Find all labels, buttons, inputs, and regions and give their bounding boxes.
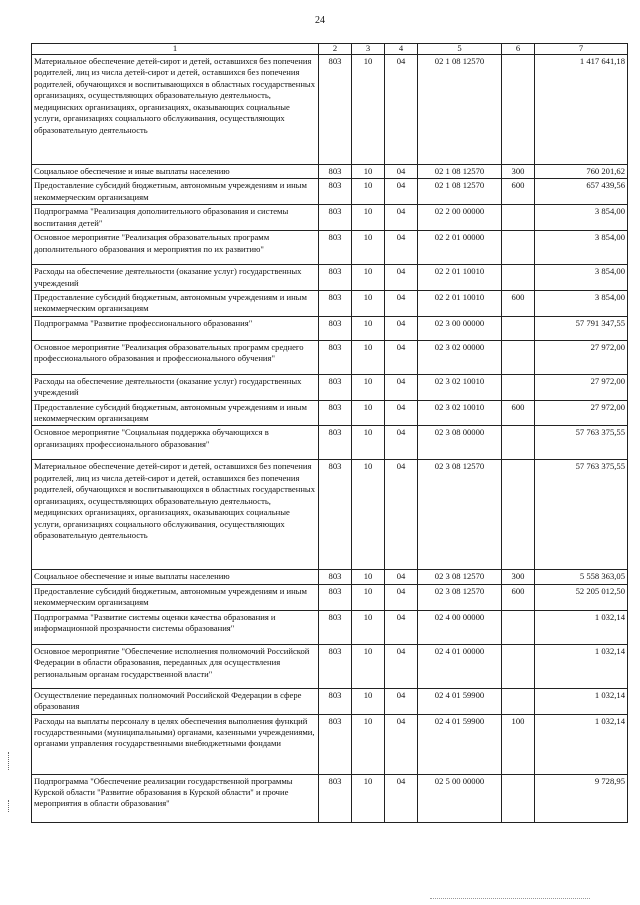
row-amount: 57 791 347,55 bbox=[535, 316, 628, 340]
row-ministry: 803 bbox=[319, 179, 352, 205]
row-expense-type: 600 bbox=[502, 584, 535, 610]
row-expense-type: 600 bbox=[502, 400, 535, 426]
row-ministry: 803 bbox=[319, 316, 352, 340]
table-row bbox=[32, 714, 628, 774]
row-name: Материальное обеспечение детей-сирот и детей, оставшихся без попечения родителей, лиц из числа детей-сирот и детей, оставшихся без попечения родителей, обучающихся и воспитывающихся в областных государственных организациях, осуществляющих образовательную деятельность, медицинских организациях, организациях, оказывающих социальные услуги, организациях социального обслуживания, осуществляющих образовательную деятельность bbox=[32, 460, 319, 570]
row-target-article: 02 2 01 10010 bbox=[418, 290, 502, 316]
row-name: Предоставление субсидий бюджетным, автономным учреждениям и иным некоммерческим организациям bbox=[32, 179, 319, 205]
row-ministry: 803 bbox=[319, 688, 352, 714]
row-section: 10 bbox=[352, 460, 385, 570]
row-subsection: 04 bbox=[385, 374, 418, 400]
row-name: Основное мероприятие "Реализация образовательных программ среднего профессионального образования и профессионального обучения" bbox=[32, 340, 319, 374]
row-amount: 57 763 375,55 bbox=[535, 426, 628, 460]
row-expense-type bbox=[502, 460, 535, 570]
row-amount: 3 854,00 bbox=[535, 290, 628, 316]
row-amount: 3 854,00 bbox=[535, 231, 628, 265]
row-target-article: 02 1 08 12570 bbox=[418, 165, 502, 179]
row-target-article: 02 4 01 59900 bbox=[418, 688, 502, 714]
row-ministry: 803 bbox=[319, 374, 352, 400]
row-name: Подпрограмма "Реализация дополнительного образования и системы воспитания детей" bbox=[32, 205, 319, 231]
row-section: 10 bbox=[352, 165, 385, 179]
row-target-article: 02 3 08 12570 bbox=[418, 460, 502, 570]
row-subsection: 04 bbox=[385, 460, 418, 570]
row-expense-type bbox=[502, 265, 535, 291]
row-amount: 27 972,00 bbox=[535, 340, 628, 374]
row-subsection: 04 bbox=[385, 316, 418, 340]
row-name: Подпрограмма "Обеспечение реализации государственной программы Курской области "Развитие образования в Курской области" и прочие мероприятия в области образования" bbox=[32, 774, 319, 822]
page-number: 24 bbox=[315, 15, 325, 26]
column-header: 2 bbox=[319, 44, 352, 55]
column-header: 1 bbox=[32, 44, 319, 55]
row-target-article: 02 1 08 12570 bbox=[418, 179, 502, 205]
row-target-article: 02 4 00 00000 bbox=[418, 610, 502, 644]
row-ministry: 803 bbox=[319, 714, 352, 774]
table-header bbox=[32, 44, 628, 55]
row-target-article: 02 2 01 10010 bbox=[418, 265, 502, 291]
row-ministry: 803 bbox=[319, 400, 352, 426]
table-row bbox=[32, 231, 628, 265]
row-expense-type bbox=[502, 316, 535, 340]
row-ministry: 803 bbox=[319, 231, 352, 265]
row-ministry: 803 bbox=[319, 265, 352, 291]
row-name: Социальное обеспечение и иные выплаты населению bbox=[32, 570, 319, 584]
row-amount: 1 032,14 bbox=[535, 688, 628, 714]
row-ministry: 803 bbox=[319, 340, 352, 374]
row-expense-type: 600 bbox=[502, 290, 535, 316]
row-name: Основное мероприятие "Социальная поддержка обучающихся в организациях профессионального образования" bbox=[32, 426, 319, 460]
row-amount: 57 763 375,55 bbox=[535, 460, 628, 570]
scan-margin-mark bbox=[8, 752, 11, 770]
row-amount: 1 032,14 bbox=[535, 644, 628, 688]
row-expense-type bbox=[502, 55, 535, 165]
row-name: Предоставление субсидий бюджетным, автономным учреждениям и иным некоммерческим организациям bbox=[32, 400, 319, 426]
row-section: 10 bbox=[352, 714, 385, 774]
table-row bbox=[32, 644, 628, 688]
table-row bbox=[32, 426, 628, 460]
scan-margin-mark bbox=[8, 800, 11, 812]
row-amount: 9 728,95 bbox=[535, 774, 628, 822]
row-target-article: 02 4 01 00000 bbox=[418, 644, 502, 688]
row-section: 10 bbox=[352, 316, 385, 340]
row-target-article: 02 5 00 00000 bbox=[418, 774, 502, 822]
row-subsection: 04 bbox=[385, 714, 418, 774]
row-ministry: 803 bbox=[319, 644, 352, 688]
row-subsection: 04 bbox=[385, 426, 418, 460]
row-expense-type bbox=[502, 610, 535, 644]
budget-table bbox=[31, 43, 628, 823]
row-name: Подпрограмма "Развитие системы оценки качества образования и информационной прозрачности системы образования" bbox=[32, 610, 319, 644]
row-section: 10 bbox=[352, 584, 385, 610]
scan-bottom-line bbox=[430, 898, 590, 899]
table-row bbox=[32, 340, 628, 374]
row-section: 10 bbox=[352, 290, 385, 316]
table-row bbox=[32, 400, 628, 426]
column-header: 3 bbox=[352, 44, 385, 55]
table-row bbox=[32, 460, 628, 570]
column-header: 6 bbox=[502, 44, 535, 55]
row-target-article: 02 3 08 12570 bbox=[418, 570, 502, 584]
row-ministry: 803 bbox=[319, 426, 352, 460]
table-row bbox=[32, 265, 628, 291]
table-row bbox=[32, 55, 628, 165]
row-expense-type: 300 bbox=[502, 570, 535, 584]
row-ministry: 803 bbox=[319, 610, 352, 644]
row-name: Основное мероприятие "Обеспечение исполнения полномочий Российской Федерации в области образования, переданных для осуществления региональным органам государственной власти" bbox=[32, 644, 319, 688]
row-section: 10 bbox=[352, 231, 385, 265]
row-subsection: 04 bbox=[385, 688, 418, 714]
table-row bbox=[32, 205, 628, 231]
row-name: Расходы на обеспечение деятельности (оказание услуг) государственных учреждений bbox=[32, 265, 319, 291]
row-target-article: 02 4 01 59900 bbox=[418, 714, 502, 774]
row-section: 10 bbox=[352, 644, 385, 688]
row-target-article: 02 3 02 10010 bbox=[418, 400, 502, 426]
row-section: 10 bbox=[352, 205, 385, 231]
row-name: Предоставление субсидий бюджетным, автономным учреждениям и иным некоммерческим организациям bbox=[32, 584, 319, 610]
row-target-article: 02 3 08 00000 bbox=[418, 426, 502, 460]
row-expense-type bbox=[502, 374, 535, 400]
row-ministry: 803 bbox=[319, 460, 352, 570]
row-amount: 1 417 641,18 bbox=[535, 55, 628, 165]
row-name: Материальное обеспечение детей-сирот и детей, оставшихся без попечения родителей, лиц из числа детей-сирот и детей, оставшихся без попечения родителей, обучающихся и воспитывающихся в областных государственных организациях, осуществляющих образовательную деятельность, медицинских организациях, организациях, оказывающих социальные услуги, организациях социального обслуживания, осуществляющих образовательную деятельность bbox=[32, 55, 319, 165]
row-subsection: 04 bbox=[385, 179, 418, 205]
row-name: Социальное обеспечение и иные выплаты населению bbox=[32, 165, 319, 179]
column-header: 7 bbox=[535, 44, 628, 55]
column-header: 4 bbox=[385, 44, 418, 55]
row-section: 10 bbox=[352, 774, 385, 822]
row-amount: 3 854,00 bbox=[535, 265, 628, 291]
row-ministry: 803 bbox=[319, 205, 352, 231]
table-row bbox=[32, 610, 628, 644]
table-body bbox=[32, 55, 628, 823]
table-row bbox=[32, 688, 628, 714]
table-row bbox=[32, 165, 628, 179]
row-subsection: 04 bbox=[385, 290, 418, 316]
row-name: Осуществление переданных полномочий Российской Федерации в сфере образования bbox=[32, 688, 319, 714]
row-expense-type bbox=[502, 426, 535, 460]
row-section: 10 bbox=[352, 570, 385, 584]
row-section: 10 bbox=[352, 179, 385, 205]
table-row bbox=[32, 774, 628, 822]
row-amount: 27 972,00 bbox=[535, 400, 628, 426]
row-name: Расходы на обеспечение деятельности (оказание услуг) государственных учреждений bbox=[32, 374, 319, 400]
row-subsection: 04 bbox=[385, 165, 418, 179]
row-subsection: 04 bbox=[385, 340, 418, 374]
row-subsection: 04 bbox=[385, 231, 418, 265]
row-name: Подпрограмма "Развитие профессионального образования" bbox=[32, 316, 319, 340]
row-expense-type bbox=[502, 205, 535, 231]
row-ministry: 803 bbox=[319, 290, 352, 316]
row-expense-type: 100 bbox=[502, 714, 535, 774]
row-section: 10 bbox=[352, 426, 385, 460]
row-expense-type bbox=[502, 231, 535, 265]
table-row bbox=[32, 179, 628, 205]
row-subsection: 04 bbox=[385, 55, 418, 165]
row-section: 10 bbox=[352, 265, 385, 291]
row-expense-type bbox=[502, 340, 535, 374]
row-target-article: 02 3 02 00000 bbox=[418, 340, 502, 374]
row-expense-type bbox=[502, 644, 535, 688]
row-ministry: 803 bbox=[319, 774, 352, 822]
row-ministry: 803 bbox=[319, 165, 352, 179]
row-amount: 5 558 363,05 bbox=[535, 570, 628, 584]
table-row bbox=[32, 570, 628, 584]
row-target-article: 02 3 00 00000 bbox=[418, 316, 502, 340]
row-name: Основное мероприятие "Реализация образовательных программ дополнительного образования и мероприятия по их развитию" bbox=[32, 231, 319, 265]
row-target-article: 02 1 08 12570 bbox=[418, 55, 502, 165]
row-target-article: 02 3 02 10010 bbox=[418, 374, 502, 400]
row-subsection: 04 bbox=[385, 205, 418, 231]
row-amount: 657 439,56 bbox=[535, 179, 628, 205]
row-name: Предоставление субсидий бюджетным, автономным учреждениям и иным некоммерческим организациям bbox=[32, 290, 319, 316]
row-amount: 760 201,62 bbox=[535, 165, 628, 179]
table-row bbox=[32, 290, 628, 316]
row-expense-type: 300 bbox=[502, 165, 535, 179]
row-subsection: 04 bbox=[385, 265, 418, 291]
row-target-article: 02 2 00 00000 bbox=[418, 205, 502, 231]
row-expense-type: 600 bbox=[502, 179, 535, 205]
row-section: 10 bbox=[352, 610, 385, 644]
row-target-article: 02 3 08 12570 bbox=[418, 584, 502, 610]
row-target-article: 02 2 01 00000 bbox=[418, 231, 502, 265]
row-section: 10 bbox=[352, 688, 385, 714]
row-ministry: 803 bbox=[319, 584, 352, 610]
row-section: 10 bbox=[352, 400, 385, 426]
row-ministry: 803 bbox=[319, 570, 352, 584]
row-name: Расходы на выплаты персоналу в целях обеспечения выполнения функций государственными (муниципальными) органами, казенными учреждениями, органами управления государственными внебюджетными фондами bbox=[32, 714, 319, 774]
row-amount: 3 854,00 bbox=[535, 205, 628, 231]
row-subsection: 04 bbox=[385, 570, 418, 584]
row-subsection: 04 bbox=[385, 610, 418, 644]
row-section: 10 bbox=[352, 55, 385, 165]
row-amount: 27 972,00 bbox=[535, 374, 628, 400]
row-section: 10 bbox=[352, 340, 385, 374]
row-subsection: 04 bbox=[385, 644, 418, 688]
row-expense-type bbox=[502, 688, 535, 714]
row-section: 10 bbox=[352, 374, 385, 400]
table-row bbox=[32, 374, 628, 400]
column-header: 5 bbox=[418, 44, 502, 55]
table-row bbox=[32, 584, 628, 610]
row-ministry: 803 bbox=[319, 55, 352, 165]
row-amount: 52 205 012,50 bbox=[535, 584, 628, 610]
table-row bbox=[32, 316, 628, 340]
row-subsection: 04 bbox=[385, 584, 418, 610]
row-subsection: 04 bbox=[385, 774, 418, 822]
row-amount: 1 032,14 bbox=[535, 610, 628, 644]
row-amount: 1 032,14 bbox=[535, 714, 628, 774]
row-subsection: 04 bbox=[385, 400, 418, 426]
row-expense-type bbox=[502, 774, 535, 822]
